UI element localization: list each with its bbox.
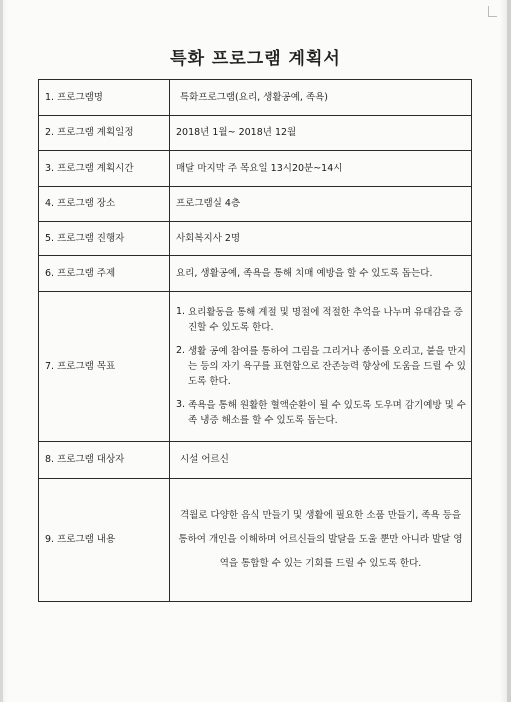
row-label: 1. 프로그램명 <box>39 80 170 116</box>
content-cell <box>170 479 472 602</box>
document-title: 특화 프로그램 계획서 <box>170 49 341 69</box>
row-value: 매달 마지막 주 목요일 13시20분~14시 <box>170 151 472 187</box>
goal-number: 3. <box>176 399 186 410</box>
table-row <box>39 256 472 292</box>
goal-number: 2. <box>176 345 186 356</box>
table-row <box>39 187 472 222</box>
goal-number: 1. <box>176 306 186 317</box>
scan-edge-right <box>507 0 511 702</box>
row-label: 5. 프로그램 진행자 <box>39 222 170 256</box>
goal-item <box>176 398 467 428</box>
table-row <box>39 442 472 479</box>
scan-edge-left <box>0 0 3 702</box>
goal-text: 족욕을 통해 원활한 혈액순환이 될 수 있도록 도우며 감기예방 및 수족 냉증 해소를 할 수 있도록 돕는다. <box>188 400 466 426</box>
row-label: 8. 프로그램 대상자 <box>39 442 170 479</box>
goals-cell <box>170 292 472 442</box>
row-value: 사회복지사 2명 <box>170 222 472 256</box>
row-value: 2018년 1월~ 2018년 12월 <box>170 116 472 151</box>
staple-mark <box>488 6 497 17</box>
table-row <box>39 479 472 602</box>
row-label: 9. 프로그램 내용 <box>39 479 170 602</box>
goal-item <box>176 344 467 389</box>
row-value: 시설 어르신 <box>170 442 472 479</box>
row-value: 프로그램실 4층 <box>170 187 472 222</box>
table-row <box>39 222 472 256</box>
goal-text: 생활 공예 참여를 통하여 그림을 그리거나 종이를 오리고, 붙을 만지는 등의 자기 욕구를 표현함으로 잔존능력 향상에 도움을 드릴 수 있도록 한다. <box>188 346 466 387</box>
row-value: 특화프로그램(요리, 생활공예, 족욕) <box>170 80 472 116</box>
row-value: 요리, 생활공예, 족욕을 통해 치매 예방을 할 수 있도록 돕는다. <box>170 256 472 292</box>
table-row <box>39 80 472 116</box>
plan-table <box>38 79 472 602</box>
row-label: 4. 프로그램 장소 <box>39 187 170 222</box>
table-row <box>39 116 472 151</box>
row-label: 7. 프로그램 목표 <box>39 292 170 442</box>
row-label: 3. 프로그램 계획시간 <box>39 151 170 187</box>
table-row <box>39 292 472 442</box>
row-value: 격월로 다양한 음식 만들기 및 생활에 필요한 소품 만들기, 족욕 등을 통하여 개인을 이해하며 어르신들의 발달을 도울 뿐만 아니라 발달 영역을 통합할 수 있는 기회를 드릴 수 있도록 한다. <box>178 510 463 569</box>
table-row <box>39 151 472 187</box>
row-label: 2. 프로그램 계획일정 <box>39 116 170 151</box>
goal-item <box>176 305 467 335</box>
goal-text: 요리활동을 통해 계절 및 명절에 적절한 추억을 나누며 유대감을 증진할 수 있도록 한다. <box>188 307 463 333</box>
row-label: 6. 프로그램 주제 <box>39 256 170 292</box>
